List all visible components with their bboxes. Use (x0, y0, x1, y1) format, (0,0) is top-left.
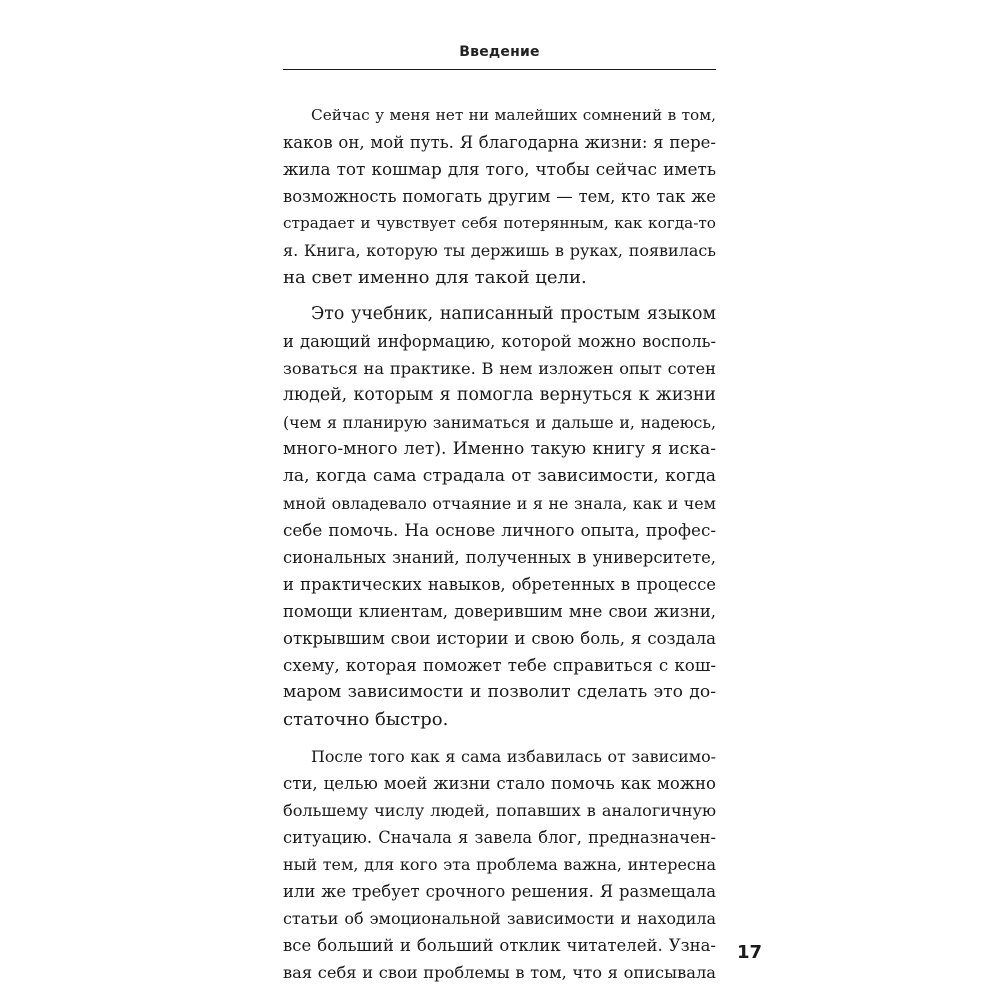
text-line: людей, которым я помогла вернуться к жизни (283, 385, 716, 405)
text-line: возможность помогать другим — тем, кто так же (283, 187, 716, 206)
text-line: на свет именно для такой цели. (283, 267, 587, 288)
text-line: я. Книга, которую ты держишь в руках, появилась (283, 241, 716, 260)
text-line: статьи об эмоциональной зависимости и находила (283, 909, 716, 928)
text-line: каков он, мой путь. Я благодарна жизни: я пере- (283, 133, 716, 152)
running-head: Введение (459, 44, 540, 60)
text-line: ла, когда сама страдала от зависимости, когда (283, 466, 716, 486)
text-line: много-много лет). Именно такую книгу я иска- (283, 439, 716, 459)
text-line: себе помочь. На основе личного опыта, профес- (283, 520, 716, 540)
text-line: и дающий информацию, которой можно восполь- (283, 332, 716, 351)
text-line: помощи клиентам, доверившим мне свои жизни, (283, 602, 716, 621)
text-line: зоваться на практике. В нем изложен опыт сотен (283, 359, 716, 378)
text-line: сиональных знаний, полученных в университете, (283, 548, 716, 567)
text-line: жила тот кошмар для того, чтобы сейчас иметь (283, 159, 716, 179)
text-line: Сейчас у меня нет ни малейших сомнений в том, (311, 106, 716, 124)
text-line: (чем я планирую заниматься и дальше и, надеюсь, (283, 413, 716, 432)
text-line: статочно быстро. (283, 709, 449, 730)
paragraph (283, 743, 716, 986)
text-line: ситуацию. Сначала я завела блог, предназначен- (283, 828, 716, 847)
text-line: схему, которая поможет тебе справиться с кош- (283, 655, 716, 675)
text-line: страдает и чувствует себя потерянным, как когда-то (283, 214, 716, 232)
text-line: маром зависимости и позволит сделать это до- (283, 682, 716, 702)
text-line: все больший и больший отклик читателей. Узна- (283, 936, 716, 955)
page-number: 17 (736, 942, 762, 963)
text-line: или же требует срочного решения. Я размещала (283, 882, 716, 901)
text-line: Это учебник, написанный простым языком (311, 304, 716, 324)
text-line: ный тем, для кого эта проблема важна, интересна (283, 855, 716, 874)
text-line: сти, целью моей жизни стало помочь как можно (283, 774, 716, 793)
header-rule (283, 69, 716, 70)
paragraph (283, 102, 716, 291)
paragraph (283, 301, 716, 733)
body-text (283, 102, 716, 996)
text-line: После того как я сама избавилась от зависимо- (311, 747, 716, 766)
text-line: большему числу людей, попавших в аналогичную (283, 801, 716, 820)
text-line: открывшим свои истории и свою боль, я создала (283, 629, 716, 648)
text-line: вая себя и свои проблемы в том, что я описывала (283, 963, 716, 982)
text-line: мной овладевало отчаяние и я не знала, как и чем (283, 494, 716, 513)
text-line: и практических навыков, обретенных в процессе (283, 575, 716, 594)
